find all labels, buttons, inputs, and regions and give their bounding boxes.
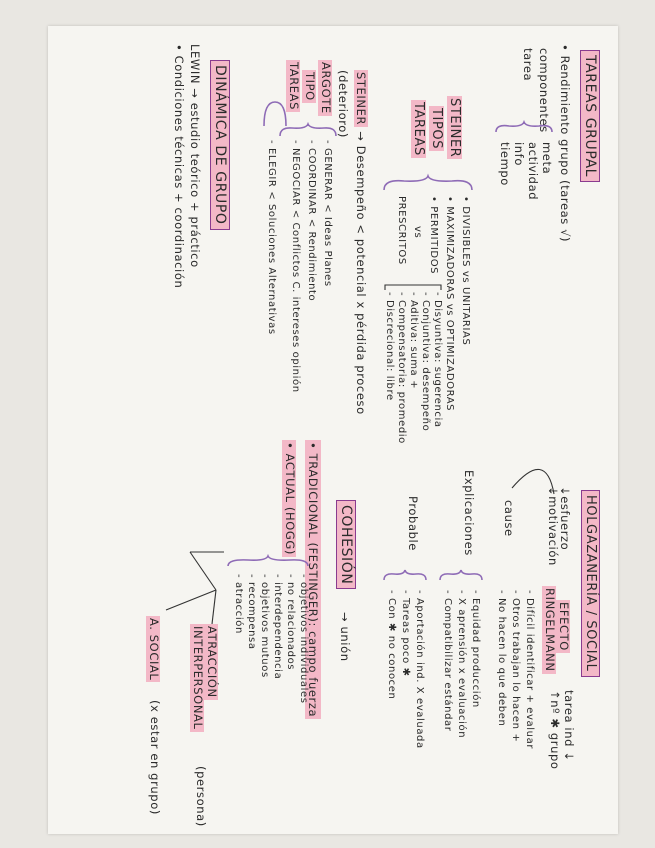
- tradicional-text: • TRADICIONAL (FESTINGER): campo fuerza: [306, 442, 320, 718]
- rendimiento-line: • Rendimiento grupo (tareas √): [558, 44, 572, 243]
- argote-label: ARGOTE: [319, 62, 333, 114]
- steiner-item-2: • MAXIMIZADORAS vs OPTIMIZADORAS: [444, 196, 455, 412]
- prescritos-bracket: [384, 284, 442, 292]
- argote-item-4: - ELEGIR < Soluciones Alternativas: [266, 140, 277, 335]
- comp-item-3: info: [512, 142, 526, 166]
- atraccion-label: ATRACCIÓN: [205, 626, 219, 698]
- steiner-item-4: vs: [412, 226, 423, 239]
- dinamica-title: DINÁMICA DE GRUPO: [210, 60, 230, 230]
- efecto-label: EFECTO: [557, 602, 571, 651]
- tareas-grupal-title: TAREAS GRUPAL: [580, 50, 600, 182]
- probable-label: Probable: [406, 496, 420, 551]
- argote-item-2: - COORDINAR < Rendimiento: [306, 140, 317, 302]
- atraccion-branch-lines: [126, 550, 226, 630]
- steiner-item-3: • PERMITIDOS: [428, 196, 439, 275]
- deterioro-note: (deterioro): [336, 70, 350, 139]
- holgazaneria-title: HOLGAZANERÍA / SOCIAL: [581, 490, 600, 677]
- asocial-note: (x estar en grupo): [148, 700, 162, 815]
- prob-item-2: - Tareas poco ✱: [400, 590, 411, 677]
- explicaciones-bracket: [438, 570, 484, 584]
- actual-item-3: - interdependencia: [272, 574, 283, 680]
- actual-line: • ACTUAL (HOGG): [283, 442, 297, 555]
- ringelmann-label: RINGELMANN: [543, 588, 557, 672]
- steiner-sub-1: - Disyuntiva: sugerencia: [432, 292, 443, 428]
- causa-item-1: - Difícil identificar + evaluar: [524, 590, 535, 750]
- comp-item-1: meta: [540, 142, 554, 175]
- tipos-label: TIPOS: [429, 108, 444, 150]
- componentes-label: componentes tarea: [520, 48, 551, 133]
- probable-bracket: [382, 570, 428, 584]
- steiner-bracket: [382, 176, 474, 194]
- argote-item-3: - NEGOCIAR < Conflictos C. intereses opinión: [290, 140, 301, 393]
- steiner-sub-4: - Compensatoria: promedio: [396, 292, 407, 444]
- asocial-label: A. SOCIAL: [147, 618, 161, 681]
- causa-arrow: [506, 448, 556, 508]
- actual-item-6: - atracción: [233, 574, 244, 634]
- steiner-line: STEINER → Desempeño < potencial x pérdida proceso: [354, 72, 368, 415]
- condiciones-line: • Condiciones técnicas + coordinación: [172, 44, 186, 289]
- causa-item-3: - No hacen lo que deben: [496, 590, 507, 727]
- actual-item-4: - objetivos mutuos: [259, 574, 270, 678]
- tareas-label: TAREAS: [411, 102, 426, 156]
- persona-note: (persona): [194, 766, 208, 827]
- steiner-sub-2: - Conjuntiva: desempeño: [420, 292, 431, 432]
- tarea-grupo: ↑nº ✱ grupo: [548, 690, 562, 770]
- interpersonal-label: INTERPERSONAL: [191, 626, 205, 730]
- steiner-label: STEINER: [447, 98, 462, 158]
- exp-item-1: - Equidad producción: [470, 590, 481, 708]
- argote-item-1: - GENERAR < Ideas Planes: [322, 140, 333, 287]
- lewin-line: LEWIN → estudio teórico + práctico: [188, 44, 202, 268]
- tarea-ind: tarea ind ↓: [562, 690, 576, 762]
- steiner-sub-3: - Aditiva: suma +: [408, 292, 419, 390]
- tipo-label: TIPO: [303, 72, 317, 101]
- tareas-label-2: TAREAS: [287, 62, 301, 111]
- rotated-notes: [49, 30, 614, 830]
- causa-label: cause: [502, 500, 516, 537]
- componentes-bracket: [494, 122, 554, 136]
- comp-item-4: tiempo: [498, 142, 512, 186]
- actual-item-5: - recompensa: [246, 574, 257, 650]
- steiner-sub-5: - Discrecional: libre: [384, 292, 395, 401]
- steiner-item-5: PRESCRITOS: [396, 196, 407, 265]
- prob-item-3: - Con ✱ no conocen: [386, 590, 397, 700]
- actual-bracket: [226, 556, 310, 570]
- actual-item-2: - no relacionados: [285, 574, 296, 671]
- explicaciones-label: Explicaciones: [462, 470, 476, 556]
- exp-item-3: - Compatibilizar estándar: [442, 590, 453, 732]
- prob-item-1: - Aportación ind. X evaluada: [414, 590, 425, 749]
- steiner-item-1: • DIVISIBLES vs UNITARIAS: [460, 196, 471, 346]
- comp-item-2: actividad: [526, 142, 540, 201]
- cohesion-title: COHESIÓN: [336, 500, 356, 589]
- exp-item-2: - X aprensión x evaluación: [456, 590, 467, 739]
- esfuerzo-2: ↓motivación: [546, 486, 560, 566]
- union-label: → unión: [338, 612, 352, 662]
- notes-sheet: [48, 26, 618, 834]
- actual-item-1: - objetivos individuales: [298, 574, 309, 704]
- causa-item-2: - Otros trabajan lo hacen +: [510, 590, 521, 743]
- esfuerzo-1: ↓esfuerzo: [558, 486, 572, 551]
- elegir-bracket: [262, 100, 288, 130]
